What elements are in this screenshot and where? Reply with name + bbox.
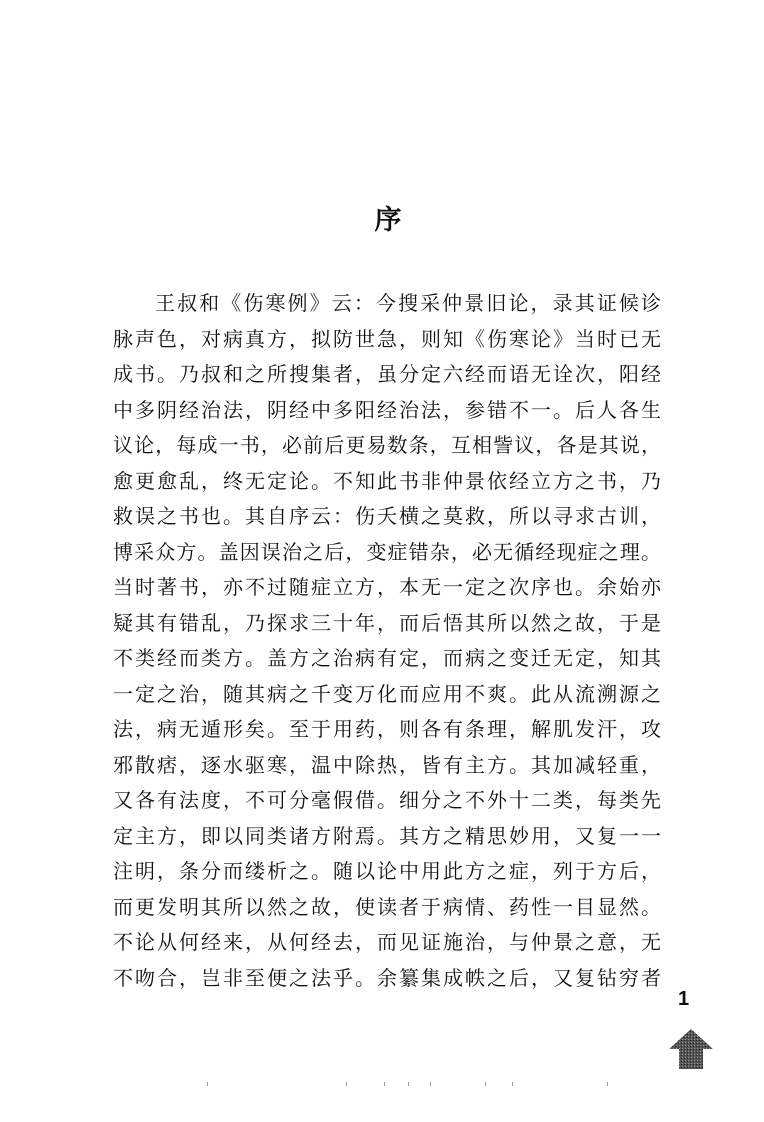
text-line: 中多阴经治法，阴经中多阳经治法，参错不一。后人各生 [113,397,661,422]
text-line: 不吻合，岂非至便之法乎。余纂集成帙之后，又复钻穷者 [113,965,661,990]
text-line: 成书。乃叔和之所搜集者，虽分定六经而语无诠次，阳经 [113,362,661,386]
text-line: 博采众方。盖因误治之后，变症错杂，必无循经现症之理。 [113,539,661,564]
text-line: 救误之书也。其自序云：伤夭横之莫救，所以寻求古训， [113,504,661,528]
page-title: 序 [374,205,402,236]
text-line: 而更发明其所以然之故，使读者于病情、药性一目显然。 [113,894,661,919]
text-line: 一定之治，随其病之千变万化而应用不爽。此从流溯源之 [113,681,661,706]
text-line: 脉声色，对病真方，拟防世急，则知《伤寒论》当时已无 [113,326,661,351]
text-line: 又各有法度，不可分毫假借。细分之不外十二类，每类先 [113,788,661,812]
text-line: 疑其有错乱，乃探求三十年，而后悟其所以然之故，于是 [113,610,661,635]
text-line: 邪散痞，逐水驱寒，温中除热，皆有主方。其加减轻重， [113,752,661,777]
text-line: 注明，条分而缕析之。随以论中用此方之症，列于方后， [113,859,661,883]
text-line: 当时著书，亦不过随症立方，本无一定之次序也。余始亦 [113,575,661,599]
text-line: 定主方，即以同类诸方附焉。其方之精思妙用，又复一一 [113,823,661,848]
up-arrow-icon [667,1027,715,1071]
scan-specks [0,1082,764,1090]
text-line: 王叔和《伤寒例》云：今搜采仲景旧论，录其证候诊 [155,291,661,315]
text-line: 愈更愈乱，终无定论。不知此书非仲景依经立方之书，乃 [113,468,661,493]
text-line: 不论从何经来，从何经去，而见证施治，与仲景之意，无 [113,930,661,954]
page-number: 1 [678,988,690,1010]
text-line: 不类经而类方。盖方之治病有定，而病之变迁无定，知其 [113,646,661,670]
preface-paragraph [113,286,661,996]
text-line: 法，病无遁形矣。至于用药，则各有条理，解肌发汗，攻 [113,717,661,741]
text-line: 议论，每成一书，必前后更易数条，互相訾议，各是其说， [113,433,661,457]
